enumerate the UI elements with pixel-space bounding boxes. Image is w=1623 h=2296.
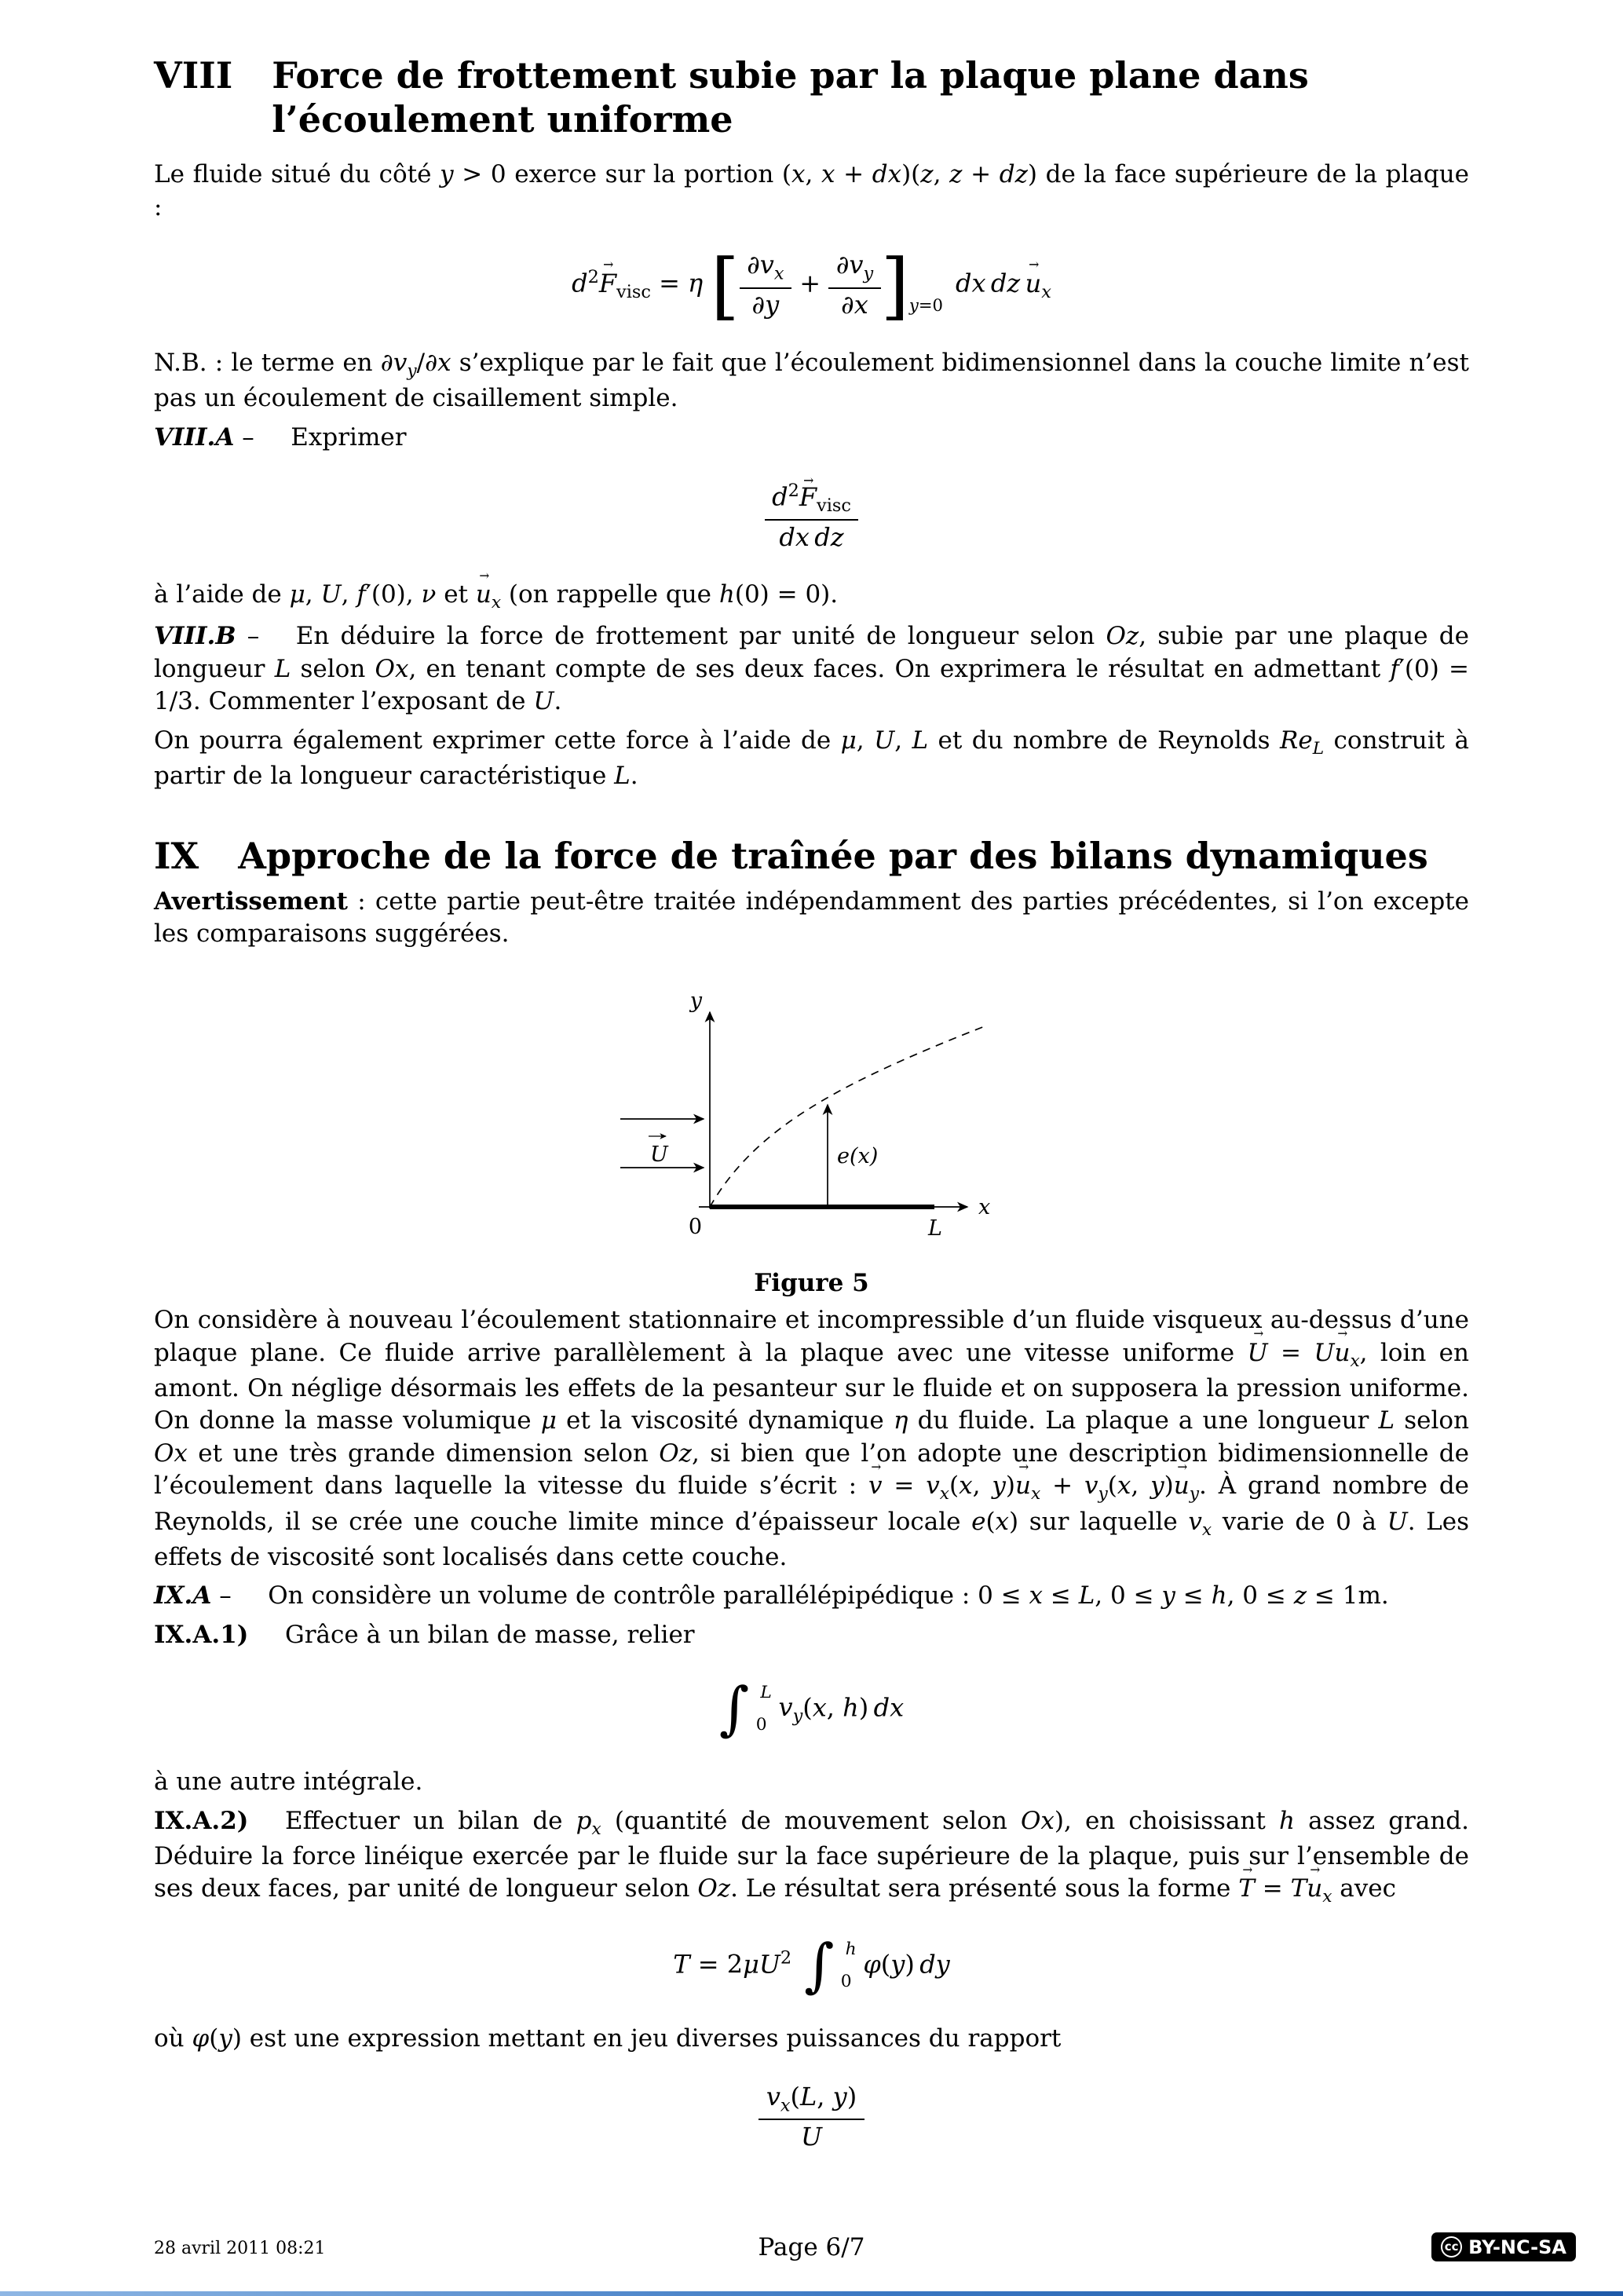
section-viii-heading — [154, 53, 1469, 141]
viii-b-reynolds-paragraph: On pourra également exprimer cette force à l’aide de μ, U, L et du nombre de Reynolds $Re_L$ construit à partir de la longueur caractéristique L. — [154, 726, 1469, 791]
equation-velocity-ratio: $\frac{v_x(L, y)}{U}$ — [154, 2079, 1469, 2155]
cc-icon: cc — [1441, 2236, 1462, 2258]
viii-nb-paragraph: N.B. : le terme en $\partial v_y/\partial x$ s’explique par le fait que l’écoulement bidimensionnel dans la couche limite n’est pas un écoulement de cisaillement simple. — [154, 348, 1469, 412]
question-ix-a2: IX.A.2) Effectuer un bilan de $p_x$ (quantité de mouvement selon Ox), en choisissant h assez grand. Déduire la force linéique exercée par le fluide sur la face supérieure de la plaque, puis sur l’ensemble de ses deux faces, par unité de longueur selon Oz. Le résultat sera présenté sous la forme → $T = T\to u_x$ avec — [154, 1805, 1469, 1909]
bottom-blue-bar — [0, 2291, 1623, 2296]
equation-force-ratio: $\frac{d^2\to F_{visc}}{\text{dx dz}}$ — [154, 477, 1469, 555]
section-ix-number: IX — [154, 834, 199, 877]
velocity-label: U — [649, 1142, 668, 1167]
question-ix-a1: IX.A.1) Grâce à un bilan de masse, relier — [154, 1621, 695, 1650]
viii-intro-paragraph: Le fluide situé du côté y > 0 exerce sur la portion (x, x + dx)(z, z + dz) de la face supérieure de la plaque : — [154, 160, 1469, 221]
boundary-layer-diagram — [592, 979, 1032, 1250]
y-axis-label: y — [689, 988, 702, 1013]
viii-a-aide-paragraph: à l’aide de μ, U, f′(0), ν et → $u_x$ (on rappelle que h(0) = 0). — [154, 579, 1469, 614]
question-ix-a: IX.A – On considère un volume de contrôle parallélépipédique : 0 ≤ x ≤ L, 0 ≤ y ≤ h, 0 ≤ z ≤ 1m. — [154, 1581, 1389, 1610]
question-viii-b: VIII.B – En déduire la force de frottement par unité de longueur selon Oz, subie par une plaque de longueur L selon Ox, en tenant compte de ses deux faces. On exprimera le résultat en admettant f′(0) = 1/3. Commenter l’exposant de U. — [154, 622, 1469, 716]
section-viii-title: Force de frottement subie par la plaque plane dans l’écoulement uniforme — [272, 54, 1309, 141]
footer-timestamp: 28 avril 2011 08:21 — [154, 2239, 326, 2258]
ix-body-paragraph: On considère à nouveau l’écoulement stationnaire et incompressible d’un fluide visqueux au-dessus d’une plaque plane. Ce fluide arrive parallèlement à la plaque avec une vitesse uniforme → $U = U\to u_x$, loin en amont. On néglige désormais les effets de la pesanteur sur le fluide et on supposera la pression uniforme. On donne la masse volumique μ et la viscosité dynamique η du fluide. La plaque a une longueur L selon Ox et une très grande dimension selon Oz, si bien que l’on adopte une description bidimensionnelle de l’écoulement dans laquelle la vitesse du fluide s’écrit : → $v = v_x(x$, $y)\to u_x + v_y(x$, $y)\to u_y$. À grand nombre de Reynolds, il se crée une couche limite mince d’épaisseur locale e(x) sur laquelle $v_x$ varie de 0 à U. Les effets de viscosité sont localisés dans cette couche. — [154, 1304, 1469, 1574]
equation-viscous-force: $d^2\to F_{visc} = \eta$ [ $\frac{\partial v_x}{\partial y}$ + $\frac{\partial v_y}{\partial x}$ ]$_{y=0}dx$ dz → $u_x$ — [154, 247, 1469, 323]
equation-drag-force: $T = 2\mu U^2$ ∫ h 0 φ(y) dy — [673, 1932, 950, 1999]
equation-mass-integral: ∫ L 0 $v_y(x$, h) dx — [718, 1675, 905, 1742]
license-badge[interactable] — [1431, 2232, 1576, 2261]
section-ix-heading — [154, 834, 1469, 878]
footer-page-number: Page 6/7 — [758, 2233, 865, 2261]
ix-warning-paragraph: Avertissement : cette partie peut-être traitée indépendamment des parties précédentes, si l’on excepte les comparaisons suggérées. — [154, 887, 1469, 949]
thickness-label: e(x) — [836, 1143, 878, 1168]
section-viii-number: VIII — [154, 54, 233, 97]
page-footer — [0, 2227, 1623, 2263]
plate-length-label: L — [927, 1216, 942, 1241]
section-ix-title: Approche de la force de traînée par des bilans dynamiques — [238, 834, 1428, 877]
ix-phi-paragraph: où φ(y) est une expression mettant en jeu diverses puissances du rapport — [154, 2024, 1062, 2053]
origin-label: 0 — [688, 1214, 702, 1239]
figure-5 — [592, 979, 1032, 1300]
boundary-layer-curve — [710, 1026, 985, 1207]
figure-5-caption: Figure 5 — [754, 1268, 869, 1297]
question-viii-a: VIII.A – Exprimer — [154, 422, 407, 452]
ix-a1-after-paragraph: à une autre intégrale. — [154, 1768, 423, 1797]
x-axis-label: x — [978, 1194, 990, 1219]
license-label: BY-NC-SA — [1468, 2236, 1566, 2258]
